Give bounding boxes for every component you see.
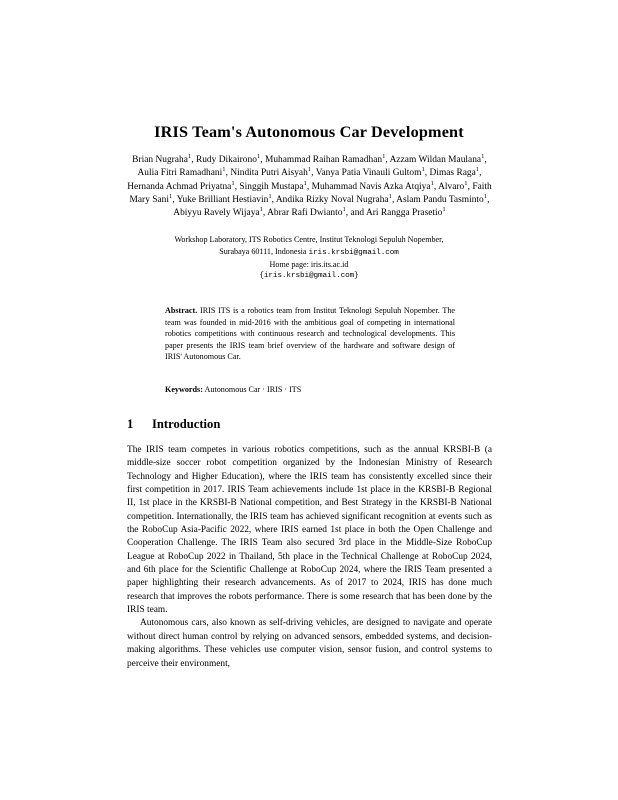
affiliation-marker: 1 xyxy=(307,166,312,174)
affiliation-marker: 1 xyxy=(483,193,488,201)
author-list: Brian Nugraha$^1$, Rudy Dikairono$^1$, Muhammad Raihan Ramadhan$^1$, Azzam Wildan Maulana$^1$, Aulia Fitri Ramadhani$^1$, Nindita Putri Aisyah$^1$, Vanya Patia Vinauli Gultom$^1$, Dimas Raga$^1$, Hernanda Achmad Priyatna$^1$, Singgih Mustapa$^1$, Muhammad Navis Azka Atqiya$^1$, Alvaro$^1$, Faith Mary Sani$^1$, Yuke Brilliant Hestiavin$^1$, Andika Rizky Noval Nugraha$^1$, Aslam Pandu Tasminto$^1$, Abiyyu Ravely Wijaya$^1$, Abrar Rafi Dwianto$^1$, and Ari Rangga Prasetio$^1$ xyxy=(127,153,492,219)
affiliation-marker: 1 xyxy=(342,206,346,214)
affiliation-marker: 1 xyxy=(442,206,446,214)
affiliation-marker: 1 xyxy=(187,153,192,160)
affiliation-marker: 1 xyxy=(259,206,263,214)
affiliation-line-2 xyxy=(100,246,518,260)
contact-email: iris.krsbi@gmail.com xyxy=(308,248,399,257)
section-body-introduction xyxy=(127,444,492,671)
keyword-separator: · xyxy=(262,385,265,394)
abstract-label: Abstract. xyxy=(165,306,198,315)
affiliation-marker: 1 xyxy=(382,153,386,160)
keyword-item: IRIS xyxy=(266,385,283,394)
abstract-block xyxy=(165,305,455,363)
affiliation-marker: 1 xyxy=(222,166,226,174)
page-title: IRIS Team's Autonomous Car Development xyxy=(154,122,464,141)
affiliation-line-1: Workshop Laboratory, ITS Robotics Centre, Institut Teknologi Sepuluh Nopember, xyxy=(174,235,444,244)
abstract-text: IRIS ITS is a robotics team from Institut Teknologi Sepuluh Nopember. The team was founded in mid-2016 with the ambitious goal of competing in international robotics competitions with continuous research and technological developments. This paper presents the IRIS team brief overview of the hardware and software design of IRIS' Autonomous Car. xyxy=(165,306,455,361)
affiliation-marker: 1 xyxy=(169,193,173,201)
affiliation-block xyxy=(100,234,518,282)
keyword-item: ITS xyxy=(289,385,302,394)
affiliation-marker: 1 xyxy=(430,179,434,187)
keywords-label: Keywords: xyxy=(165,385,203,394)
paragraph: Autonomous cars, also known as self-driving vehicles, are designed to navigate and operate without direct human control by relying on advanced sensors, embedded systems, and decision-making algorithms. These vehicles use computer vision, sensor fusion, and control systems to perceive their environment, xyxy=(127,618,492,669)
affiliation-marker: 1 xyxy=(475,166,480,174)
keywords-block xyxy=(165,384,455,396)
affiliation-marker: 1 xyxy=(231,179,235,187)
section-heading-introduction xyxy=(127,417,492,432)
affiliation-marker: 1 xyxy=(421,166,425,174)
paragraph: The IRIS team competes in various robotics competitions, such as the annual KRSBI-B (a middle-size soccer robot competition organized by the Indonesian Ministry of Research Technology and Higher Education), where the IRIS team has consistently excelled since their first competition in 2017. IRIS Team achievements include 1st place in the KRSBI-B Regional II, 1st place in the KRSBI-B National competition, and Best Strategy in the KRSBI-B National competition. Internationally, the IRIS team has achieved significant recognition at events such as the RoboCup Asia-Pacific 2022, where IRIS earned 1st place in both the Open Challenge and Cooperation Challenge. The IRIS Team also secured 3rd place in the Middle-Size RoboCup League at RoboCup 2022 in Thailand, 5th place in the Technical Challenge at RoboCup 2024, and 6th place for the Scientific Challenge at RoboCup 2024, where the IRIS Team presented a paper highlighting their research advancements. As of 2017 to 2024, IRIS has done much research that improves the robots performance. There is some research that has been done by the IRIS team. xyxy=(127,445,492,616)
section-title: Introduction xyxy=(152,417,221,431)
section-number: 1 xyxy=(127,417,134,431)
affiliation-marker: 1 xyxy=(481,153,485,160)
keyword-item: Autonomous Car xyxy=(204,385,261,394)
affiliation-marker: 1 xyxy=(256,153,261,160)
affiliation-marker: 1 xyxy=(388,193,392,201)
keyword-separator: · xyxy=(284,385,288,394)
affiliation-marker: 1 xyxy=(464,179,468,187)
keywords-values xyxy=(205,385,302,394)
affiliation-marker: 1 xyxy=(303,179,307,187)
affiliation-address: Surabaya 60111, Indonesia xyxy=(219,246,307,256)
affiliation-email-braced: {iris.krsbi@gmail.com} xyxy=(259,271,359,280)
affiliation-homepage: Home page: iris.its.ac.id xyxy=(269,260,349,270)
affiliation-marker: 1 xyxy=(268,193,272,201)
